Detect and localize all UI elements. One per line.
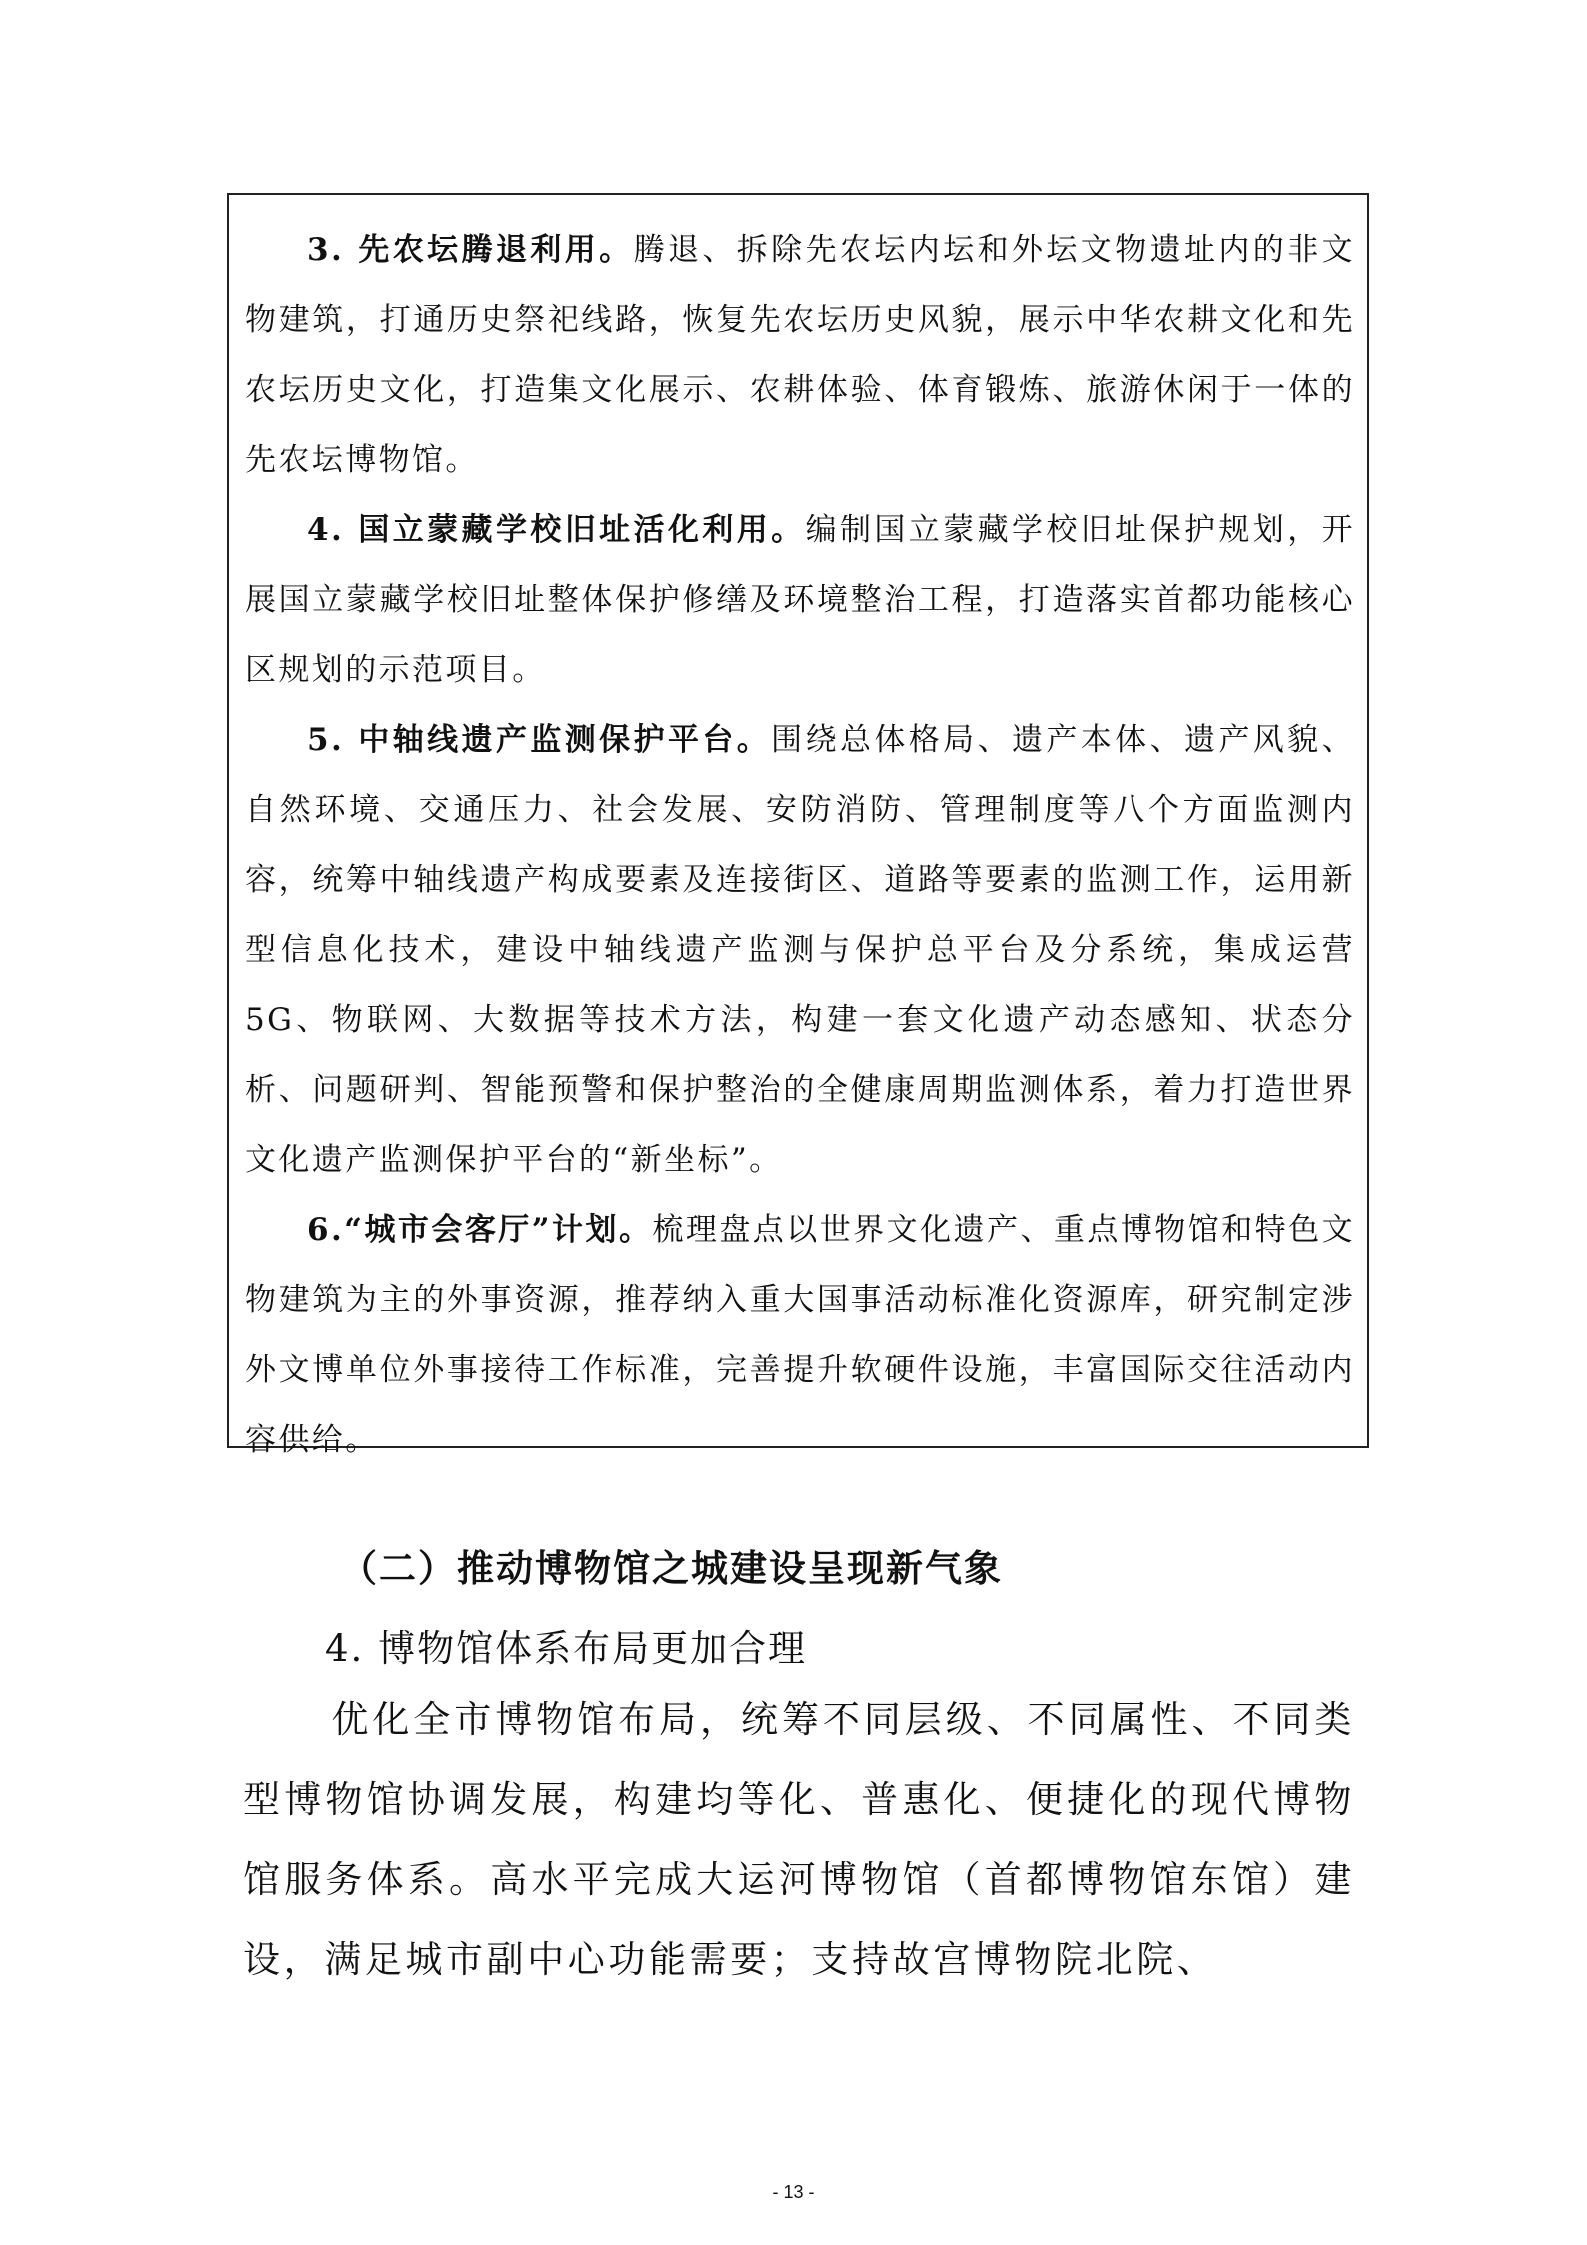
box-item-1-text: 腾退、拆除先农坛内坛和外坛文物遗址内的非文物建筑，打通历史祭祀线路，恢复先农坛历史风貌，展示中华农耕文化和先农坛历史文化，打造集文化展示、农耕体验、体育锻炼、旅游休闲于一体的先农坛博物馆。	[245, 232, 1355, 478]
project-box	[227, 193, 1369, 1458]
box-item-1-lead: 3. 先农坛腾退利用。	[307, 232, 634, 268]
box-item-4-lead: 6.“城市会客厅”计划。	[307, 1212, 653, 1248]
body-paragraph-text: 优化全市博物馆布局，统筹不同层级、不同属性、不同类型博物馆协调发展，构建均等化、普惠化、便捷化的现代博物馆服务体系。高水平完成大运河博物馆（首都博物馆东馆）建设，满足城市副中心功能需要；支持故宫博物院北院、	[243, 1698, 1355, 1981]
box-item-3	[229, 705, 1371, 1195]
page-number: - 13 -	[772, 2182, 815, 2202]
box-item-4	[229, 1195, 1371, 1475]
box-item-3-text: 围绕总体格局、遗产本体、遗产风貌、自然环境、交通压力、社会发展、安防消防、管理制度等八个方面监测内容，统筹中轴线遗产构成要素及连接街区、道路等要素的监测工作，运用新型信息化技术，建设中轴线遗产监测与保护总平台及分系统，集成运营 5G、物联网、大数据等技术方法，构建一套文化遗产动态感知、状态分析、问题研判、智能预警和保护整治的全健康周期监测体系，着力打造世界文化遗产监测保护平台的“新坐标”。	[245, 722, 1355, 1178]
box-item-2-text: 编制国立蒙藏学校旧址保护规划，开展国立蒙藏学校旧址整体保护修缮及环境整治工程，打造落实首都功能核心区规划的示范项目。	[245, 512, 1355, 688]
box-item-4-text: 梳理盘点以世界文化遗产、重点博物馆和特色文物建筑为主的外事资源，推荐纳入重大国事活动标准化资源库，研究制定涉外文博单位外事接待工作标准，完善提升软硬件设施，丰富国际交往活动内容供给。	[245, 1212, 1355, 1458]
box-item-2-lead: 4. 国立蒙藏学校旧址活化利用。	[307, 512, 806, 548]
box-item-1	[229, 215, 1371, 495]
sub-heading: 4. 博物馆体系布局更加合理	[325, 1627, 808, 1670]
box-item-2	[229, 495, 1371, 705]
body-paragraph	[243, 1680, 1355, 2000]
section-heading: （二）推动博物馆之城建设呈现新气象	[340, 1546, 1003, 1590]
box-item-3-lead: 5. 中轴线遗产监测保护平台。	[307, 722, 772, 758]
